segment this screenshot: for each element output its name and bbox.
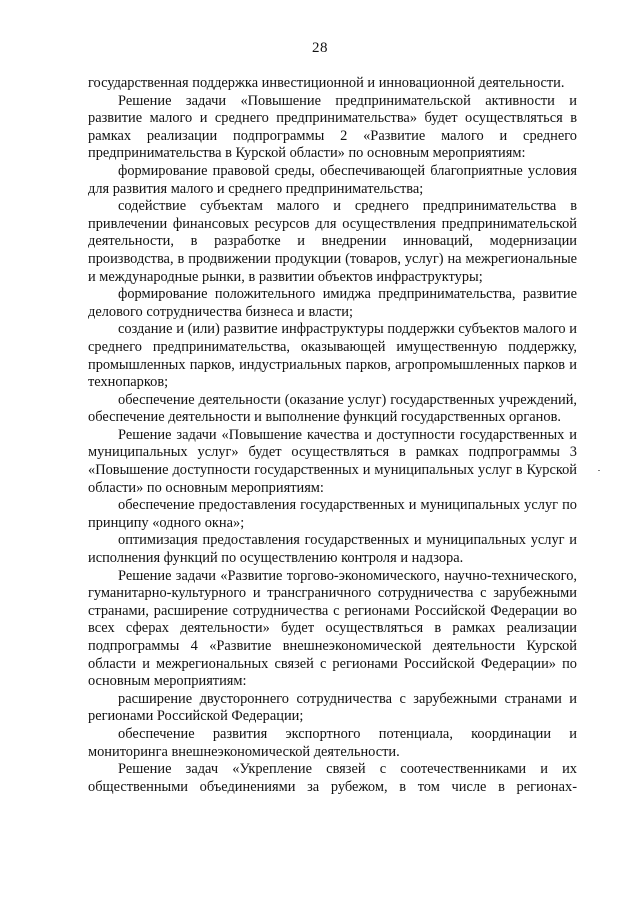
list-item-institutions: обеспечение деятельности (оказание услуг) государственных учреждений, обеспечение деятельности и выполнение функций государственных органов.	[88, 391, 577, 426]
paragraph-continuation: государственная поддержка инвестиционной и инновационной деятельности.	[88, 75, 565, 91]
list-item-image-formation: формирование положительного имиджа предпринимательства, развитие делового сотрудничества бизнеса и власти;	[88, 286, 577, 320]
body-text	[88, 75, 577, 796]
list-item-financial-support: содействие субъектам малого и среднего предпринимательства в привлечении финансовых ресурсов для осуществления предпринимательской деятельности, в разработке и внедрении инноваций, модернизации производства, в продвижении продукции (товаров, услуг) на межрегиональные и международные рынки, в развитии объектов инфраструктуры;	[88, 198, 577, 285]
list-item-infrastructure: создание и (или) развитие инфраструктуры поддержки субъектов малого и среднего предпринимательства, оказывающей имущественную поддержку, промышленных парков, индустриальных парков, агропромышленных парков и технопарков;	[88, 321, 577, 391]
list-item-one-window: обеспечение предоставления государственных и муниципальных услуг по принципу «одного окна»;	[88, 497, 577, 531]
paragraph-task-entrepreneurship: Решение задачи «Повышение предпринимательской активности и развитие малого и среднего предпринимательства» будет осуществляться в рамках реализации подпрограммы 2 «Развитие малого и среднего предпринимательства в Курской области» по основным мероприятиям:	[88, 92, 577, 162]
list-item-bilateral: расширение двустороннего сотрудничества с зарубежными странами и регионами Российской Федерации;	[88, 690, 577, 725]
scan-speck	[598, 470, 600, 471]
list-item-legal-environment: формирование правовой среды, обеспечивающей благоприятные условия для развития малого и среднего предпринимательства;	[88, 162, 577, 197]
list-item-optimization: оптимизация предоставления государственных и муниципальных услуг и исполнения функций по осуществлению контроля и надзора.	[88, 532, 577, 567]
page-number: 28	[312, 40, 328, 56]
paragraph-task-services: Решение задачи «Повышение качества и доступности государственных и муниципальных услуг» будет осуществляться в рамках подпрограммы 3 «Повышение доступности государственных и муниципальных услуг в Курской области» по основным мероприятиям:	[88, 426, 577, 496]
list-item-export: обеспечение развития экспортного потенциала, координации и мониторинга внешнеэкономической деятельности.	[88, 725, 577, 760]
paragraph-task-compatriots: Решение задач «Укрепление связей с соотечественниками и их общественными объединениями за рубежом, в том числе в регионах-	[88, 761, 577, 795]
paragraph-task-cooperation: Решение задачи «Развитие торгово-экономического, научно-технического, гуманитарно-культурного и трансграничного сотрудничества с зарубежными странами, расширение сотрудничества с регионами Российской Федерации во всех сферах деятельности» будет осуществляться в рамках реализации подпрограммы 4 «Развитие внешнеэкономической деятельности Курской области и межрегиональных связей с регионами Российской Федерации» по основным мероприятиям:	[88, 567, 577, 690]
